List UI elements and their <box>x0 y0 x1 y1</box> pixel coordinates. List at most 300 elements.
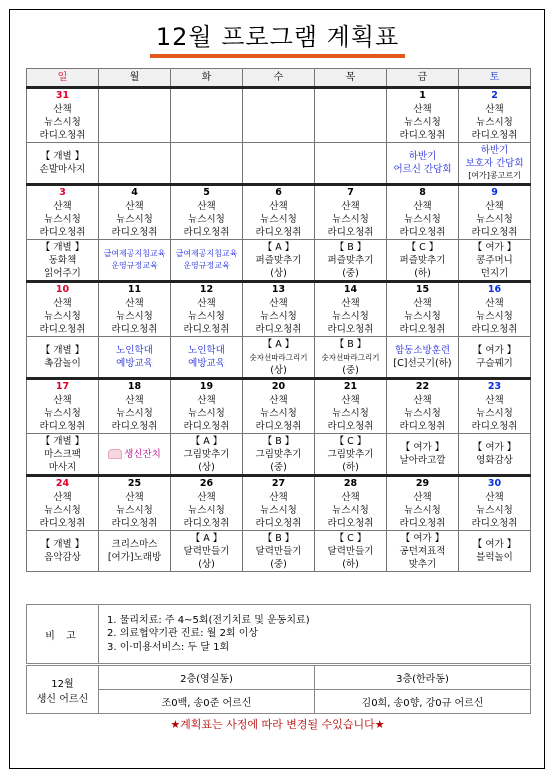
floor2-names: 조0백, 송0준 어르신 <box>99 690 315 714</box>
program-line: 급여제공지침교육 <box>103 249 166 258</box>
weekday-sat: 토 <box>459 69 531 88</box>
am-activity-cell <box>459 393 531 434</box>
program-line: 숫자선따라그리기 <box>321 352 380 362</box>
activity-line: 산책 <box>413 394 432 406</box>
activity-line: 라디오청취 <box>471 226 518 238</box>
pm-program-cell <box>99 531 171 572</box>
activity-line: 산책 <box>125 394 144 406</box>
activity-line: 뉴스시청 <box>44 407 81 419</box>
activity-line: 뉴스시청 <box>44 213 81 225</box>
date-cell-thu: 7 <box>315 185 387 200</box>
pm-program-cell <box>387 240 459 282</box>
date-cell-fri: 22 <box>387 379 459 394</box>
program-line: 【 C 】 <box>334 532 367 544</box>
program-line: 맞추기 <box>408 558 437 570</box>
am-activity-cell <box>243 490 315 531</box>
pm-program-cell <box>387 531 459 572</box>
am-activity-cell <box>459 490 531 531</box>
am-activity-cell <box>27 102 99 143</box>
program-line: 읽어주기 <box>44 267 81 279</box>
program-line: 마스크팩 <box>44 448 81 460</box>
weekday-tue: 화 <box>171 69 243 88</box>
program-line: 하반기 <box>408 151 437 162</box>
program-line: 블럭놀이 <box>476 552 513 563</box>
program-line: 노인학대 <box>188 345 225 356</box>
weekday-mon: 월 <box>99 69 171 88</box>
program-line: (하) <box>414 267 431 279</box>
birthday-label-text: 생신 어르신 <box>36 693 89 705</box>
pm-program-cell <box>315 531 387 572</box>
activity-line: 라디오청취 <box>183 226 230 238</box>
date-cell-thu: 14 <box>315 282 387 297</box>
am-activity-cell <box>459 199 531 240</box>
activity-line: 산책 <box>269 297 288 309</box>
program-line: 【 개별 】 <box>40 435 85 447</box>
program-line: 그림맞추기 <box>183 448 230 460</box>
am-activity-cell <box>387 102 459 143</box>
program-line: 그림맞추기 <box>327 448 374 460</box>
program-line: 하반기 <box>480 145 509 156</box>
activity-line: 산책 <box>341 297 360 309</box>
program-line: 【 여가 】 <box>472 539 517 550</box>
program-line: 숫자선따라그리기 <box>249 352 308 362</box>
activity-line: 뉴스시청 <box>404 310 441 322</box>
am-activity-cell <box>315 296 387 337</box>
program-line: 【 A 】 <box>262 338 295 350</box>
date-cell-wed: 20 <box>243 379 315 394</box>
activity-line: 산책 <box>53 491 72 503</box>
program-line: 퍼즐맞추기 <box>255 254 302 266</box>
program-line: 【 A 】 <box>190 435 223 447</box>
program-line: (상) <box>198 558 215 570</box>
activity-line: 뉴스시청 <box>476 310 513 322</box>
pm-program-cell <box>315 240 387 282</box>
date-row <box>27 185 531 200</box>
note-line: 3. 이·미용서비스: 두 달 1회 <box>107 641 230 653</box>
date-cell-sat: 16 <box>459 282 531 297</box>
pm-program-cell <box>387 337 459 379</box>
program-line: 던지기 <box>480 267 509 279</box>
note-line: 1. 물리치료: 주 4~5회(전기치료 및 운동치료) <box>107 614 310 626</box>
program-line: 달력만들기 <box>255 545 302 557</box>
activity-line: 산책 <box>197 394 216 406</box>
date-cell-sun: 31 <box>27 88 99 103</box>
am-row <box>27 199 531 240</box>
am-activity-cell <box>27 296 99 337</box>
activity-line: 라디오청취 <box>399 420 446 432</box>
program-line: 【 여가 】 <box>400 442 445 453</box>
program-line: 【 B 】 <box>262 532 295 544</box>
activity-line: 라디오청취 <box>111 226 158 238</box>
date-cell-mon: 25 <box>99 476 171 491</box>
program-line: [여가]노래방 <box>107 552 162 563</box>
pm-program-cell <box>27 143 99 185</box>
activity-line: 산책 <box>269 491 288 503</box>
program-line: (중) <box>270 461 287 473</box>
program-line: 【 B 】 <box>262 435 295 447</box>
program-line: 콩주머니 <box>476 254 513 266</box>
date-cell-sun: 10 <box>27 282 99 297</box>
activity-line: 산책 <box>53 200 72 212</box>
program-line: (상) <box>270 364 287 376</box>
activity-line: 산책 <box>413 200 432 212</box>
activity-line: 라디오청취 <box>471 517 518 529</box>
activity-line: 뉴스시청 <box>116 504 153 516</box>
program-line: 촉감놀이 <box>44 358 81 369</box>
am-activity-cell <box>27 393 99 434</box>
program-line: 날아라고깔 <box>399 455 446 466</box>
activity-line: 뉴스시청 <box>476 504 513 516</box>
activity-line: 산책 <box>197 297 216 309</box>
activity-line: 라디오청취 <box>183 323 230 335</box>
pm-program-cell <box>243 531 315 572</box>
pm-program-cell <box>459 240 531 282</box>
program-line: [여가]콩고르기 <box>468 171 521 180</box>
date-cell-fri: 15 <box>387 282 459 297</box>
am-row <box>27 490 531 531</box>
program-line: 보호자 간담회 <box>465 158 524 169</box>
activity-line: 라디오청취 <box>255 323 302 335</box>
am-activity-cell <box>171 199 243 240</box>
am-activity-cell <box>243 296 315 337</box>
program-line: (상) <box>198 461 215 473</box>
am-row <box>27 393 531 434</box>
pm-program-cell <box>171 531 243 572</box>
activity-line: 라디오청취 <box>327 226 374 238</box>
program-line: 예방교육 <box>188 358 225 369</box>
am-activity-cell <box>99 393 171 434</box>
title-wrap <box>0 22 555 58</box>
activity-line: 뉴스시청 <box>44 116 81 128</box>
activity-line: 산책 <box>485 103 504 115</box>
program-line: 운영규정교육 <box>111 261 158 270</box>
pm-row <box>27 434 531 476</box>
weekday-header-row <box>27 69 531 88</box>
program-line: 【 여가 】 <box>472 442 517 453</box>
date-cell-mon: 11 <box>99 282 171 297</box>
notes-label: 비 고 <box>27 605 99 664</box>
date-cell-sun: 24 <box>27 476 99 491</box>
program-line: 공던져표적 <box>399 545 446 557</box>
program-line: (중) <box>270 558 287 570</box>
date-row <box>27 282 531 297</box>
program-line: 마사지 <box>48 461 77 473</box>
activity-line: 산책 <box>413 491 432 503</box>
floor2-title: 2층(영실동) <box>99 666 315 690</box>
pm-program-cell <box>171 434 243 476</box>
activity-line: 라디오청취 <box>39 323 86 335</box>
program-line: (중) <box>342 364 359 376</box>
date-cell-sun: 3 <box>27 185 99 200</box>
program-line: 퍼즐맞추기 <box>327 254 374 266</box>
program-line: 【 여가 】 <box>472 345 517 356</box>
activity-line: 뉴스시청 <box>404 504 441 516</box>
activity-line: 산책 <box>269 394 288 406</box>
activity-line: 뉴스시청 <box>260 504 297 516</box>
activity-line: 뉴스시청 <box>332 310 369 322</box>
date-cell-tue: 26 <box>171 476 243 491</box>
program-line: 【 여가 】 <box>472 241 517 253</box>
program-line: 달력만들기 <box>183 545 230 557</box>
activity-line: 산책 <box>269 200 288 212</box>
pm-program-cell <box>99 240 171 282</box>
activity-line: 라디오청취 <box>39 517 86 529</box>
am-activity-cell <box>243 102 315 143</box>
am-activity-cell <box>387 199 459 240</box>
activity-line: 산책 <box>125 491 144 503</box>
program-line: 운영규정교육 <box>183 261 230 270</box>
birthday-party-line <box>99 448 170 461</box>
activity-line: 라디오청취 <box>255 226 302 238</box>
weekday-sun: 일 <box>27 69 99 88</box>
activity-line: 산책 <box>485 200 504 212</box>
activity-line: 라디오청취 <box>399 517 446 529</box>
date-cell-mon: 4 <box>99 185 171 200</box>
pm-row <box>27 337 531 379</box>
activity-line: 산책 <box>125 200 144 212</box>
activity-line: 뉴스시청 <box>476 116 513 128</box>
activity-line: 뉴스시청 <box>404 407 441 419</box>
activity-line: 뉴스시청 <box>44 504 81 516</box>
floor3-title: 3층(한라동) <box>315 666 531 690</box>
pm-program-cell <box>459 143 531 185</box>
activity-line: 라디오청취 <box>327 323 374 335</box>
program-line: (중) <box>342 267 359 279</box>
activity-line: 산책 <box>197 491 216 503</box>
program-line: 음악감상 <box>44 552 81 563</box>
date-cell-tue: 12 <box>171 282 243 297</box>
date-cell-fri: 29 <box>387 476 459 491</box>
program-line: 【 여가 】 <box>400 532 445 544</box>
activity-line: 산책 <box>125 297 144 309</box>
activity-line: 라디오청취 <box>255 420 302 432</box>
program-line: 생신잔치 <box>124 448 161 460</box>
activity-line: 산책 <box>413 297 432 309</box>
activity-line: 산책 <box>485 394 504 406</box>
activity-line: 라디오청취 <box>399 323 446 335</box>
am-activity-cell <box>315 490 387 531</box>
program-line: 달력만들기 <box>327 545 374 557</box>
activity-line: 산책 <box>341 200 360 212</box>
date-cell-thu <box>315 88 387 103</box>
activity-line: 라디오청취 <box>399 226 446 238</box>
activity-line: 산책 <box>341 491 360 503</box>
date-row <box>27 379 531 394</box>
date-cell-wed <box>243 88 315 103</box>
activity-line: 라디오청취 <box>471 420 518 432</box>
activity-line: 라디오청취 <box>39 420 86 432</box>
am-activity-cell <box>387 296 459 337</box>
am-activity-cell <box>171 296 243 337</box>
pm-program-cell <box>243 337 315 379</box>
activity-line: 라디오청취 <box>39 226 86 238</box>
am-row <box>27 102 531 143</box>
date-cell-tue: 19 <box>171 379 243 394</box>
date-cell-fri: 8 <box>387 185 459 200</box>
program-line: 그림맞추기 <box>255 448 302 460</box>
program-line: 【 A 】 <box>262 241 295 253</box>
am-activity-cell <box>315 393 387 434</box>
am-activity-cell <box>171 490 243 531</box>
weekday-thu: 목 <box>315 69 387 88</box>
pm-program-cell <box>27 434 99 476</box>
activity-line: 뉴스시청 <box>116 310 153 322</box>
pm-row <box>27 240 531 282</box>
am-activity-cell <box>315 199 387 240</box>
date-cell-fri: 1 <box>387 88 459 103</box>
pm-program-cell <box>27 240 99 282</box>
date-cell-sat: 23 <box>459 379 531 394</box>
program-line: (상) <box>270 267 287 279</box>
program-line: 【 개별 】 <box>40 151 85 162</box>
date-cell-tue: 5 <box>171 185 243 200</box>
am-activity-cell <box>243 393 315 434</box>
pm-program-cell <box>459 531 531 572</box>
date-cell-mon: 18 <box>99 379 171 394</box>
activity-line: 라디오청취 <box>111 323 158 335</box>
pm-program-cell <box>99 337 171 379</box>
activity-line: 산책 <box>485 491 504 503</box>
am-activity-cell <box>315 102 387 143</box>
activity-line: 뉴스시청 <box>260 407 297 419</box>
pm-program-cell <box>99 143 171 185</box>
am-activity-cell <box>387 393 459 434</box>
am-activity-cell <box>99 199 171 240</box>
am-activity-cell <box>99 296 171 337</box>
am-activity-cell <box>27 490 99 531</box>
floor3-names: 김0희, 송0향, 강0규 어르신 <box>315 690 531 714</box>
activity-line: 뉴스시청 <box>476 213 513 225</box>
notes-table <box>26 604 531 664</box>
activity-line: 라디오청취 <box>471 129 518 141</box>
pm-program-cell <box>99 434 171 476</box>
pm-program-cell <box>387 143 459 185</box>
program-line: 【 A 】 <box>190 532 223 544</box>
am-activity-cell <box>99 102 171 143</box>
activity-line: 라디오청취 <box>183 420 230 432</box>
date-cell-wed: 6 <box>243 185 315 200</box>
program-line: 예방교육 <box>116 358 153 369</box>
birthday-table <box>26 665 531 714</box>
date-cell-wed: 27 <box>243 476 315 491</box>
activity-line: 산책 <box>53 297 72 309</box>
pm-program-cell <box>459 434 531 476</box>
program-line: 【 B 】 <box>334 338 367 350</box>
date-cell-wed: 13 <box>243 282 315 297</box>
activity-line: 산책 <box>53 394 72 406</box>
pm-program-cell <box>243 434 315 476</box>
activity-line: 라디오청취 <box>39 129 86 141</box>
date-cell-thu: 21 <box>315 379 387 394</box>
page-title: 12월 프로그램 계획표 <box>150 22 405 58</box>
activity-line: 라디오청취 <box>183 517 230 529</box>
pm-program-cell <box>27 337 99 379</box>
activity-line: 뉴스시청 <box>188 504 225 516</box>
activity-line: 산책 <box>197 200 216 212</box>
am-activity-cell <box>243 199 315 240</box>
program-line: 급여제공지침교육 <box>175 249 238 258</box>
pm-program-cell <box>387 434 459 476</box>
date-cell-mon <box>99 88 171 103</box>
am-activity-cell <box>171 102 243 143</box>
activity-line: 라디오청취 <box>471 323 518 335</box>
activity-line: 라디오청취 <box>327 517 374 529</box>
am-activity-cell <box>171 393 243 434</box>
notes-body <box>99 605 531 664</box>
birthday-label-month: 12월 <box>51 678 74 690</box>
program-line: 【 개별 】 <box>40 539 85 550</box>
date-cell-sat: 2 <box>459 88 531 103</box>
birthday-label <box>27 666 99 714</box>
am-activity-cell <box>459 296 531 337</box>
program-line: 【 개별 】 <box>40 345 85 356</box>
am-activity-cell <box>27 199 99 240</box>
activity-line: 뉴스시청 <box>404 116 441 128</box>
note-line: 2. 의료협약기관 진료: 월 2회 이상 <box>107 628 259 640</box>
am-row <box>27 296 531 337</box>
activity-line: 산책 <box>485 297 504 309</box>
am-activity-cell <box>459 102 531 143</box>
cake-icon <box>108 449 122 459</box>
pm-program-cell <box>171 240 243 282</box>
pm-program-cell <box>171 143 243 185</box>
program-line: 어르신 간담회 <box>393 164 452 175</box>
activity-line: 산책 <box>413 103 432 115</box>
program-line: 합동소방훈련 <box>394 345 451 356</box>
pm-row <box>27 531 531 572</box>
activity-line: 뉴스시청 <box>188 310 225 322</box>
activity-line: 라디오청취 <box>327 420 374 432</box>
program-line: 구슬꿰기 <box>476 358 513 369</box>
program-calendar <box>26 68 531 572</box>
date-cell-tue <box>171 88 243 103</box>
pm-program-cell <box>243 143 315 185</box>
activity-line: 뉴스시청 <box>476 407 513 419</box>
program-line: 【 B 】 <box>334 241 367 253</box>
activity-line: 뉴스시청 <box>44 310 81 322</box>
program-line: 영화감상 <box>476 455 513 466</box>
activity-line: 뉴스시청 <box>332 407 369 419</box>
date-cell-sat: 30 <box>459 476 531 491</box>
program-line: 크리스마스 <box>111 539 158 550</box>
date-cell-sun: 17 <box>27 379 99 394</box>
activity-line: 뉴스시청 <box>332 504 369 516</box>
activity-line: 뉴스시청 <box>332 213 369 225</box>
program-line: 【 C 】 <box>406 241 439 253</box>
activity-line: 뉴스시청 <box>116 213 153 225</box>
date-cell-thu: 28 <box>315 476 387 491</box>
weekday-fri: 금 <box>387 69 459 88</box>
activity-line: 뉴스시청 <box>404 213 441 225</box>
pm-program-cell <box>27 531 99 572</box>
program-line: (하) <box>342 558 359 570</box>
pm-program-cell <box>315 143 387 185</box>
program-line: 퍼즐맞추기 <box>399 254 446 266</box>
program-line: 【 C 】 <box>334 435 367 447</box>
activity-line: 라디오청취 <box>111 517 158 529</box>
activity-line: 산책 <box>341 394 360 406</box>
program-line: [C]선긋기(하) <box>393 358 452 369</box>
activity-line: 뉴스시청 <box>188 407 225 419</box>
pm-program-cell <box>459 337 531 379</box>
program-line: (하) <box>342 461 359 473</box>
pm-row <box>27 143 531 185</box>
footer-notice: ★계획표는 사정에 따라 변경될 수있습니다★ <box>170 718 385 731</box>
am-activity-cell <box>387 490 459 531</box>
activity-line: 뉴스시청 <box>260 310 297 322</box>
pm-program-cell <box>315 337 387 379</box>
date-row <box>27 476 531 491</box>
